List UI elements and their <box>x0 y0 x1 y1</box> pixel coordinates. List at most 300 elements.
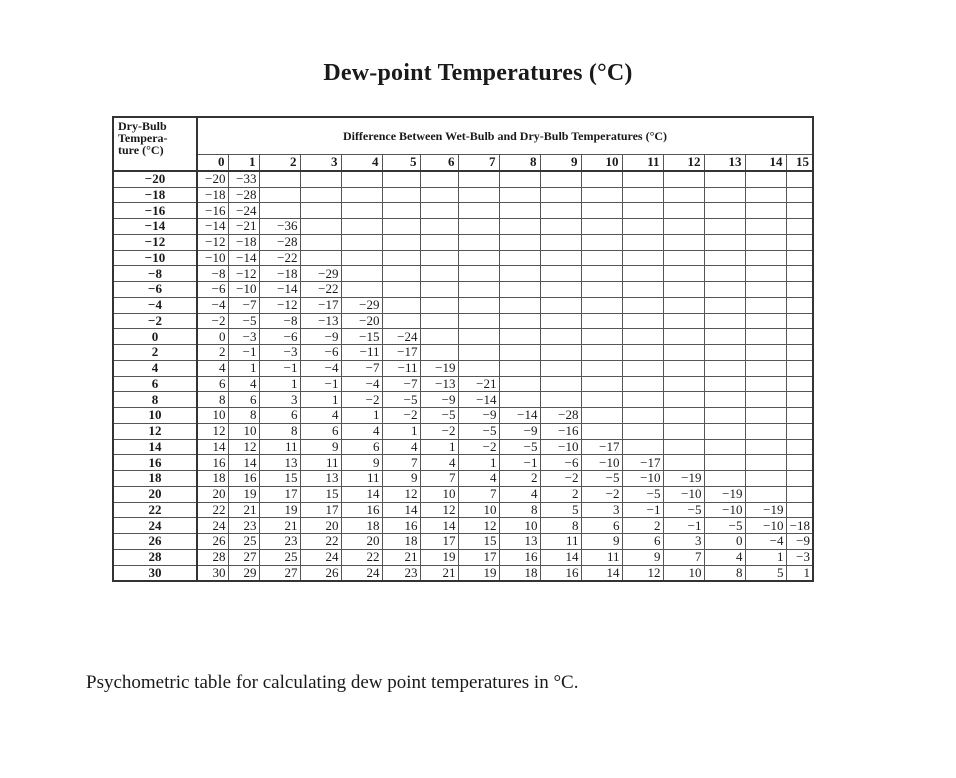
dew-point-cell: 6 <box>300 423 341 439</box>
dew-point-cell <box>786 203 813 219</box>
dew-point-cell <box>540 360 581 376</box>
dew-point-cell <box>420 219 458 235</box>
dry-bulb-header-line: Dry-Bulb <box>118 119 167 133</box>
dew-point-cell: 4 <box>382 439 420 455</box>
dew-point-cell: −6 <box>540 455 581 471</box>
dew-point-cell: 11 <box>540 534 581 550</box>
dew-point-cell <box>420 282 458 298</box>
dew-point-cell <box>259 203 300 219</box>
dew-point-cell <box>745 266 786 282</box>
table-row <box>113 234 813 250</box>
dew-point-cell: −1 <box>663 518 704 534</box>
dew-point-cell: 6 <box>341 439 382 455</box>
dew-point-cell: 12 <box>228 439 259 455</box>
dew-point-cell <box>745 187 786 203</box>
dew-point-cell <box>540 250 581 266</box>
table-row <box>113 455 813 471</box>
dew-point-cell <box>786 392 813 408</box>
dry-bulb-value: −12 <box>113 234 197 250</box>
dry-bulb-value: 28 <box>113 549 197 565</box>
dew-point-cell: −21 <box>228 219 259 235</box>
dew-point-cell <box>540 297 581 313</box>
dew-point-cell <box>499 297 540 313</box>
dew-point-cell: −24 <box>382 329 420 345</box>
dew-point-cell: 13 <box>499 534 540 550</box>
dew-point-cell <box>499 234 540 250</box>
dew-point-cell: −13 <box>300 313 341 329</box>
dew-point-cell: −17 <box>581 439 622 455</box>
dry-bulb-value: 30 <box>113 565 197 581</box>
dew-point-cell: 2 <box>197 345 228 361</box>
dew-point-cell <box>540 234 581 250</box>
dry-bulb-value: −18 <box>113 187 197 203</box>
dew-point-cell: −2 <box>197 313 228 329</box>
dew-point-cell <box>581 266 622 282</box>
table-row <box>113 408 813 424</box>
dew-point-cell <box>581 360 622 376</box>
dew-point-cell <box>458 297 499 313</box>
dew-point-cell: 19 <box>420 549 458 565</box>
dew-point-cell: 15 <box>259 471 300 487</box>
dew-point-cell <box>581 219 622 235</box>
dew-point-cell <box>499 250 540 266</box>
dew-point-cell: −7 <box>382 376 420 392</box>
dew-point-cell <box>458 266 499 282</box>
dew-point-cell: 29 <box>228 565 259 581</box>
dew-point-cell <box>499 219 540 235</box>
dew-point-cell: −19 <box>663 471 704 487</box>
dew-point-cell <box>663 376 704 392</box>
dew-point-cell <box>704 329 745 345</box>
table-row <box>113 329 813 345</box>
dew-point-cell: 20 <box>300 518 341 534</box>
dew-point-cell: 19 <box>259 502 300 518</box>
dew-point-cell: −3 <box>786 549 813 565</box>
figure-caption: Psychometric table for calculating dew point temperatures in °C. <box>86 672 579 693</box>
dew-point-cell <box>499 376 540 392</box>
dew-point-cell: −18 <box>786 518 813 534</box>
dew-point-cell <box>745 171 786 187</box>
dew-point-cell: 12 <box>622 565 663 581</box>
dew-point-cell <box>663 313 704 329</box>
dew-point-cell: 2 <box>622 518 663 534</box>
dry-bulb-header <box>113 117 197 171</box>
dew-point-table <box>112 116 814 582</box>
dew-point-cell: −5 <box>581 471 622 487</box>
dry-bulb-value: 22 <box>113 502 197 518</box>
dew-point-cell: 8 <box>197 392 228 408</box>
dew-point-cell <box>540 266 581 282</box>
dew-point-cell <box>663 187 704 203</box>
dew-point-cell: 16 <box>228 471 259 487</box>
dew-point-cell: 20 <box>341 534 382 550</box>
dew-point-cell: 13 <box>259 455 300 471</box>
dew-point-cell <box>540 187 581 203</box>
dry-bulb-value: 24 <box>113 518 197 534</box>
dew-point-cell: 13 <box>300 471 341 487</box>
dew-point-cell: 10 <box>197 408 228 424</box>
dew-point-cell: −17 <box>622 455 663 471</box>
dew-point-cell: 21 <box>259 518 300 534</box>
dew-point-cell: −2 <box>382 408 420 424</box>
dew-point-cell: −8 <box>197 266 228 282</box>
dew-point-cell <box>663 408 704 424</box>
dew-point-cell <box>420 203 458 219</box>
dew-point-cell <box>499 360 540 376</box>
dew-point-cell: 24 <box>341 565 382 581</box>
dew-point-cell <box>458 171 499 187</box>
dew-point-cell <box>745 234 786 250</box>
dew-point-cell: −28 <box>540 408 581 424</box>
dew-point-cell: −2 <box>458 439 499 455</box>
dry-bulb-header-line: ture (°C) <box>118 143 164 157</box>
dew-point-cell: −36 <box>259 219 300 235</box>
dew-point-cell: 11 <box>581 549 622 565</box>
dew-point-cell: 4 <box>458 471 499 487</box>
dew-point-cell: −18 <box>228 234 259 250</box>
dew-point-cell <box>704 392 745 408</box>
column-header: 2 <box>259 155 300 171</box>
dew-point-cell <box>540 171 581 187</box>
dew-point-cell: −16 <box>197 203 228 219</box>
dew-point-cell <box>704 171 745 187</box>
dew-point-cell <box>499 345 540 361</box>
dry-bulb-value: −6 <box>113 282 197 298</box>
column-header: 0 <box>197 155 228 171</box>
dew-point-cell: 4 <box>341 423 382 439</box>
dew-point-cell: −7 <box>228 297 259 313</box>
dew-point-cell <box>581 187 622 203</box>
dew-point-cell: 18 <box>341 518 382 534</box>
dew-point-cell: 27 <box>259 565 300 581</box>
dew-point-cell: −6 <box>300 345 341 361</box>
table-header-row-top <box>113 117 813 155</box>
dew-point-cell: −20 <box>197 171 228 187</box>
dew-point-cell: 8 <box>259 423 300 439</box>
dew-point-cell <box>663 345 704 361</box>
dew-point-cell <box>745 360 786 376</box>
column-header: 6 <box>420 155 458 171</box>
dew-point-cell: −14 <box>228 250 259 266</box>
dew-point-cell <box>786 502 813 518</box>
dew-point-cell: −5 <box>663 502 704 518</box>
dew-point-cell <box>663 203 704 219</box>
dew-point-cell <box>622 171 663 187</box>
dew-point-cell: −3 <box>259 345 300 361</box>
dew-point-cell: −2 <box>341 392 382 408</box>
dew-point-cell: 3 <box>259 392 300 408</box>
dew-point-cell <box>458 313 499 329</box>
dew-point-cell: −7 <box>341 360 382 376</box>
dew-point-cell: 8 <box>540 518 581 534</box>
dew-point-cell <box>622 266 663 282</box>
dew-point-cell <box>745 282 786 298</box>
dew-point-cell: 27 <box>228 549 259 565</box>
dew-point-cell <box>704 376 745 392</box>
dew-point-cell <box>786 219 813 235</box>
dew-point-cell <box>704 187 745 203</box>
dew-point-cell: 9 <box>300 439 341 455</box>
dew-point-cell <box>499 313 540 329</box>
dew-point-cell: 21 <box>228 502 259 518</box>
dew-point-cell <box>458 345 499 361</box>
table-row <box>113 187 813 203</box>
dew-point-cell <box>745 471 786 487</box>
dew-point-cell <box>382 187 420 203</box>
dew-point-cell: 7 <box>420 471 458 487</box>
dry-bulb-value: 20 <box>113 486 197 502</box>
dew-point-cell <box>663 423 704 439</box>
column-header: 3 <box>300 155 341 171</box>
dew-point-cell: 15 <box>458 534 499 550</box>
column-header: 8 <box>499 155 540 171</box>
dew-point-cell: 18 <box>499 565 540 581</box>
dew-point-cell: 2 <box>540 486 581 502</box>
dew-point-cell <box>540 313 581 329</box>
dew-point-cell: −9 <box>499 423 540 439</box>
dew-point-cell: −4 <box>341 376 382 392</box>
dew-point-cell <box>420 297 458 313</box>
table-row <box>113 423 813 439</box>
dew-point-cell: −15 <box>341 329 382 345</box>
dew-point-cell: −2 <box>540 471 581 487</box>
dew-point-cell: 6 <box>197 376 228 392</box>
dew-point-cell <box>745 439 786 455</box>
dew-point-cell: 16 <box>341 502 382 518</box>
dew-point-cell <box>745 250 786 266</box>
dew-point-cell <box>540 282 581 298</box>
dry-bulb-header-line: Tempera- <box>118 131 168 145</box>
dew-point-cell: 14 <box>382 502 420 518</box>
table-row <box>113 486 813 502</box>
table-row <box>113 392 813 408</box>
dew-point-cell <box>540 203 581 219</box>
dew-point-cell: −3 <box>228 329 259 345</box>
dew-point-cell <box>259 187 300 203</box>
column-header: 10 <box>581 155 622 171</box>
dew-point-cell <box>622 376 663 392</box>
column-header: 7 <box>458 155 499 171</box>
dew-point-cell: 1 <box>382 423 420 439</box>
dew-point-cell: 17 <box>420 534 458 550</box>
dew-point-cell: −29 <box>300 266 341 282</box>
dew-point-cell: 9 <box>341 455 382 471</box>
dew-point-cell <box>704 439 745 455</box>
dew-point-cell <box>786 250 813 266</box>
dew-point-cell: 24 <box>300 549 341 565</box>
dew-point-cell: 9 <box>622 549 663 565</box>
table-row <box>113 518 813 534</box>
page-title: Dew-point Temperatures (°C) <box>323 60 633 86</box>
dew-point-cell <box>259 171 300 187</box>
dew-point-cell: −12 <box>259 297 300 313</box>
dew-point-cell <box>341 219 382 235</box>
dew-point-cell: 8 <box>228 408 259 424</box>
dew-point-cell: 25 <box>228 534 259 550</box>
dew-point-cell <box>540 392 581 408</box>
dew-point-cell: −12 <box>197 234 228 250</box>
dew-point-cell <box>341 250 382 266</box>
column-header: 4 <box>341 155 382 171</box>
column-header: 13 <box>704 155 745 171</box>
dew-point-cell: −14 <box>259 282 300 298</box>
dew-point-cell: 9 <box>382 471 420 487</box>
dew-point-cell: −10 <box>663 486 704 502</box>
dew-point-cell <box>581 329 622 345</box>
dew-point-cell: 15 <box>300 486 341 502</box>
dew-point-cell <box>786 297 813 313</box>
dew-point-cell: 12 <box>420 502 458 518</box>
column-header: 5 <box>382 155 420 171</box>
dew-point-cell <box>745 219 786 235</box>
dew-point-cell: 22 <box>197 502 228 518</box>
dew-point-cell: 20 <box>197 486 228 502</box>
dew-point-cell: 6 <box>259 408 300 424</box>
dew-point-cell <box>622 345 663 361</box>
dew-point-cell: 1 <box>745 549 786 565</box>
dew-point-cell <box>540 219 581 235</box>
dew-point-cell <box>745 297 786 313</box>
dew-point-cell: 19 <box>458 565 499 581</box>
dew-point-cell: 12 <box>458 518 499 534</box>
dew-point-cell <box>704 455 745 471</box>
column-header-row <box>113 155 813 171</box>
dew-point-cell <box>704 250 745 266</box>
dew-point-cell <box>745 345 786 361</box>
dew-point-cell <box>382 234 420 250</box>
dew-point-cell: 1 <box>300 392 341 408</box>
dew-point-cell <box>745 486 786 502</box>
dew-point-cell <box>622 329 663 345</box>
dry-bulb-value: 10 <box>113 408 197 424</box>
dew-point-cell <box>458 250 499 266</box>
dew-point-cell <box>704 203 745 219</box>
dew-point-cell: 23 <box>259 534 300 550</box>
dry-bulb-value: 2 <box>113 345 197 361</box>
dew-point-cell: −17 <box>300 297 341 313</box>
dew-point-cell <box>581 203 622 219</box>
dew-point-cell <box>786 423 813 439</box>
dew-point-cell <box>786 376 813 392</box>
dry-bulb-value: −10 <box>113 250 197 266</box>
table-row <box>113 502 813 518</box>
dew-point-cell: 3 <box>581 502 622 518</box>
dew-point-cell: −4 <box>745 534 786 550</box>
dew-point-cell: 1 <box>458 455 499 471</box>
dew-point-cell <box>581 282 622 298</box>
dew-point-cell <box>663 439 704 455</box>
dew-point-cell: −18 <box>197 187 228 203</box>
dew-point-cell: 12 <box>197 423 228 439</box>
dew-point-cell: −5 <box>704 518 745 534</box>
dew-point-cell: −10 <box>704 502 745 518</box>
dew-point-cell <box>499 266 540 282</box>
dew-point-cell <box>382 266 420 282</box>
dew-point-cell <box>420 187 458 203</box>
dew-point-cell: 16 <box>499 549 540 565</box>
dew-point-cell <box>704 345 745 361</box>
dew-point-cell <box>704 423 745 439</box>
column-header: 14 <box>745 155 786 171</box>
dew-point-cell: 1 <box>420 439 458 455</box>
dry-bulb-value: 26 <box>113 534 197 550</box>
dew-point-cell: 8 <box>704 565 745 581</box>
dew-point-cell <box>420 234 458 250</box>
dew-point-cell: 4 <box>499 486 540 502</box>
table-row <box>113 345 813 361</box>
dew-point-cell: 14 <box>341 486 382 502</box>
dew-point-cell: 23 <box>382 565 420 581</box>
dew-point-cell <box>663 392 704 408</box>
dew-point-cell: −18 <box>259 266 300 282</box>
dew-point-cell: −1 <box>622 502 663 518</box>
dew-point-cell: 5 <box>540 502 581 518</box>
dew-point-cell: 12 <box>382 486 420 502</box>
dew-point-cell <box>704 219 745 235</box>
table-row <box>113 376 813 392</box>
table-row <box>113 171 813 187</box>
dew-point-cell <box>382 171 420 187</box>
dew-point-cell <box>622 250 663 266</box>
dew-point-cell <box>581 408 622 424</box>
dew-point-cell <box>704 266 745 282</box>
dew-point-cell: 4 <box>197 360 228 376</box>
dew-point-cell: 6 <box>228 392 259 408</box>
table-row <box>113 297 813 313</box>
dew-point-cell: −13 <box>420 376 458 392</box>
dew-point-cell: −16 <box>540 423 581 439</box>
dew-point-cell <box>420 329 458 345</box>
dew-point-cell: 23 <box>228 518 259 534</box>
dew-point-cell: 9 <box>581 534 622 550</box>
dew-point-cell <box>704 471 745 487</box>
table-row <box>113 549 813 565</box>
dew-point-cell <box>663 329 704 345</box>
dew-point-cell <box>458 219 499 235</box>
dew-point-cell <box>786 486 813 502</box>
dew-point-cell <box>581 234 622 250</box>
dew-point-cell <box>458 234 499 250</box>
dew-point-cell <box>622 423 663 439</box>
dew-point-cell <box>300 203 341 219</box>
dew-point-cell <box>663 219 704 235</box>
dew-point-cell: −10 <box>197 250 228 266</box>
dew-point-cell: 10 <box>458 502 499 518</box>
dew-point-cell <box>704 360 745 376</box>
column-header: 1 <box>228 155 259 171</box>
dew-point-cell: 22 <box>300 534 341 550</box>
dew-point-cell: 5 <box>745 565 786 581</box>
dew-point-cell <box>704 408 745 424</box>
dew-point-cell: 4 <box>300 408 341 424</box>
dew-point-cell <box>786 471 813 487</box>
dew-point-cell: 14 <box>540 549 581 565</box>
dew-point-cell: −5 <box>622 486 663 502</box>
dew-point-cell: 4 <box>704 549 745 565</box>
dew-point-cell <box>341 171 382 187</box>
dew-point-cell: −22 <box>259 250 300 266</box>
dew-point-cell <box>786 455 813 471</box>
dry-bulb-value: 0 <box>113 329 197 345</box>
dew-point-cell <box>663 360 704 376</box>
dew-point-cell <box>622 360 663 376</box>
dry-bulb-value: 8 <box>113 392 197 408</box>
dew-point-cell <box>420 266 458 282</box>
dew-point-cell <box>786 313 813 329</box>
dry-bulb-value: 16 <box>113 455 197 471</box>
dew-point-cell <box>581 250 622 266</box>
dew-point-cell: 10 <box>663 565 704 581</box>
